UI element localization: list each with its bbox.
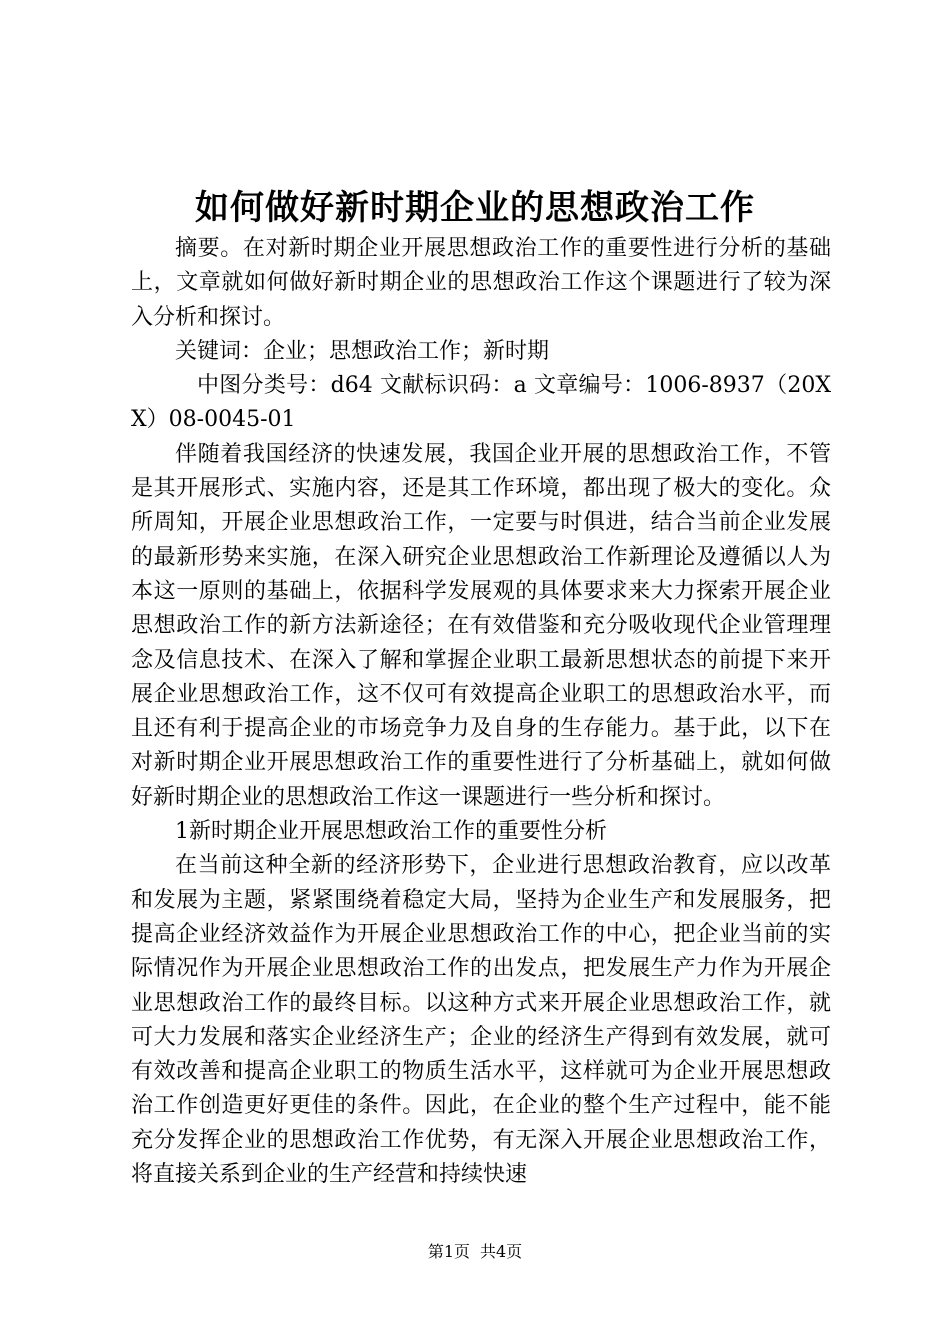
classification-paragraph: 中图分类号：d64 文献标识码：a 文章编号：1006-8937（20XX）08-0045-01 — [131, 373, 831, 433]
document-title: 如何做好新时期企业的思想政治工作 — [195, 188, 755, 228]
page-footer — [0, 1240, 950, 1264]
section-heading: 1新时期企业开展思想政治工作的重要性分析 — [175, 819, 607, 845]
abstract-paragraph: 摘要。在对新时期企业开展思想政治工作的重要性进行分析的基础上，文章就如何做好新时期企业的思想政治工作这个课题进行了较为深入分析和探讨。 — [131, 236, 831, 330]
keywords-paragraph: 关键词：企业；思想政治工作；新时期 — [175, 338, 550, 364]
body-paragraph: 在当前这种全新的经济形势下，企业进行思想政治教育，应以改革和发展为主题，紧紧围绕着稳定大局，坚持为企业生产和发展服务，把提高企业经济效益作为开展企业思想政治工作的中心，把企业当前的实际情况作为开展企业思想政治工作的出发点，把发展生产力作为开展企业思想政治工作的最终目标。以这种方式来开展企业思想政治工作，就可大力发展和落实企业经济生产；企业的经济生产得到有效发展，就可有效改善和提高企业职工的物质生活水平，这样就可为企业开展思想政治工作创造更好更佳的条件。因此，在企业的整个生产过程中，能不能充分发挥企业的思想政治工作优势，有无深入开展企业思想政治工作，将直接关系到企业的生产经营和持续快速 — [131, 853, 831, 1188]
document-body — [131, 232, 831, 1192]
page-number: 第1页 — [427, 1242, 470, 1261]
body-paragraph: 伴随着我国经济的快速发展，我国企业开展的思想政治工作，不管是其开展形式、实施内容，还是其工作环境，都出现了极大的变化。众所周知，开展企业思想政治工作，一定要与时俱进，结合当前企业发展的最新形势来实施，在深入研究企业思想政治工作新理论及遵循以人为本这一原则的基础上，依据科学发展观的具体要求来大力探索开展企业思想政治工作的新方法新途径；在有效借鉴和充分吸收现代企业管理理念及信息技术、在深入了解和掌握企业职工最新思想状态的前提下来开展企业思想政治工作，这不仅可有效提高企业职工的思想政治水平，而且还有利于提高企业的市场竞争力及自身的生存能力。基于此，以下在对新时期企业开展思想政治工作的重要性进行了分析基础上，就如何做好新时期企业的思想政治工作这一课题进行一些分析和探讨。 — [131, 441, 831, 810]
page-total: 共4页 — [480, 1242, 523, 1261]
